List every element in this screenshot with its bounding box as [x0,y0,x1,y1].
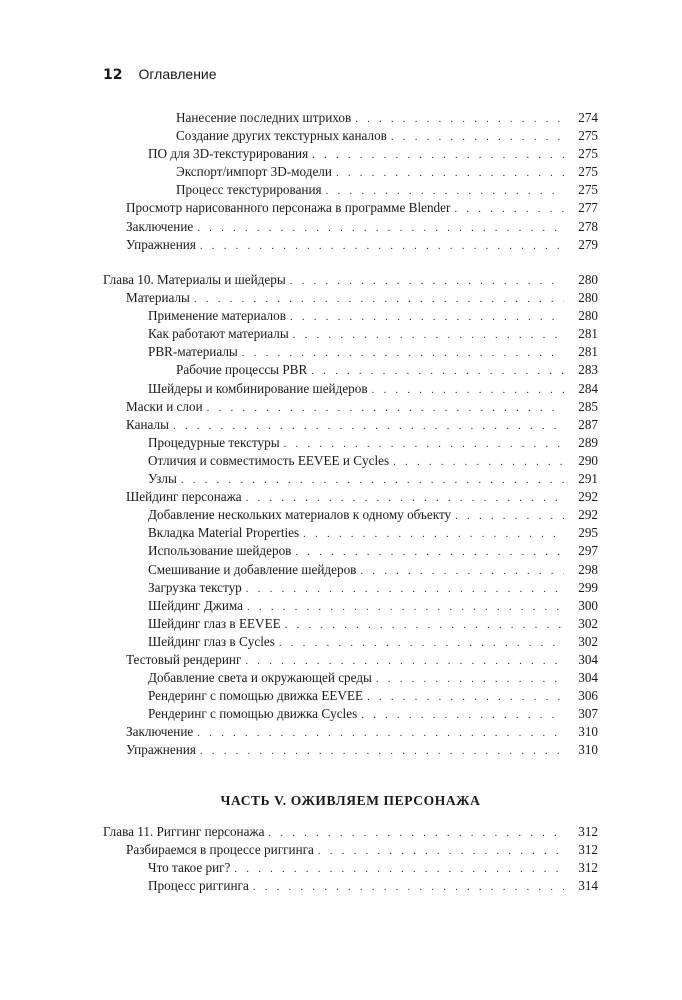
dot-leader [197,219,564,237]
toc-entry-page: 302 [578,615,598,631]
toc-entry-title: Заключение [126,218,194,234]
toc-entry [103,687,598,705]
toc-entry-page: 295 [578,525,598,541]
toc-entry-page: 304 [578,651,598,667]
page-number: 12 [103,67,123,83]
running-head: Оглавление [138,66,217,82]
toc-entry [103,741,598,759]
toc-entry-page: 307 [578,706,598,722]
toc-entry-page: 287 [578,416,598,432]
toc-entry [103,236,598,254]
toc-entry [103,542,598,560]
toc-entry-title: Процесс текстурирования [176,182,322,198]
toc-entry-title: Заключение [126,724,194,740]
dot-leader [391,128,564,146]
dot-leader [197,724,564,742]
dot-leader [173,417,564,435]
toc-entry-title: Просмотр нарисованного персонажа в программе Blender [126,200,451,216]
dot-leader [295,543,564,561]
dot-leader [290,272,564,290]
toc-entry [103,127,598,145]
toc-entry-page: 289 [578,434,598,450]
toc-entry [103,452,598,470]
toc-entry-page: 312 [578,824,598,839]
toc-entry-title: Экспорт/импорт 3D-модели [176,164,332,180]
toc-entry [103,597,598,615]
toc-entry-title: Каналы [126,416,169,432]
dot-leader [181,471,564,489]
toc-entry [103,561,598,579]
dot-leader [290,308,564,326]
page-header [103,66,217,86]
dot-leader [393,453,564,471]
dot-leader [253,878,564,896]
toc-entry-page: 281 [578,344,598,360]
dot-leader [361,706,564,724]
toc-entry [103,579,598,597]
toc-entry [103,218,598,236]
toc-entry-title: Тестовый рендеринг [126,651,242,667]
dot-leader [285,616,564,634]
toc-entry-page: 277 [578,200,598,216]
toc-entry [103,343,598,361]
toc-entry-title: ПО для 3D-текстурирования [148,146,309,162]
toc-entry-page: 306 [578,688,598,704]
dot-leader [355,110,564,128]
dot-leader [246,580,564,598]
toc-entry-page: 297 [578,543,598,559]
toc-entry-title: PBR-материалы [148,344,238,360]
toc-entry [103,199,598,217]
toc-entry [103,524,598,542]
toc-entry [103,615,598,633]
dot-leader [311,362,564,380]
toc-entry [103,633,598,651]
toc-entry [103,307,598,325]
toc-entry-page: 292 [578,489,598,505]
toc-entry-title: Шейдинг глаз в Cycles [148,633,275,649]
toc-entry-title: Рендеринг с помощью движка Cycles [148,706,358,722]
toc-chapter-entry [103,271,598,289]
toc-entry-title: Шейдинг персонажа [126,489,242,505]
toc-entry-page: 274 [578,110,598,125]
dot-leader [200,742,564,760]
toc-entry-page: 299 [578,579,598,595]
toc-entry-title: Шейдинг Джима [148,597,244,613]
toc-entry-title: Глава 10. Материалы и шейдеры [103,272,286,287]
toc-entry [103,398,598,416]
toc-entry-page: 284 [578,380,598,396]
dot-leader [247,598,564,616]
dot-leader [360,562,564,580]
toc-entry [103,416,598,434]
toc-entry [103,705,598,723]
toc-entry-title: Применение материалов [148,308,286,324]
part-heading: ЧАСТЬ V. ОЖИВЛЯЕМ ПЕРСОНАЖА [220,793,481,808]
toc-entry [103,361,598,379]
toc-entry-title: Шейдинг глаз в EEVEE [148,615,281,631]
dot-leader [246,489,564,507]
toc-entry [103,470,598,488]
dot-leader [268,824,564,842]
toc-entry-page: 302 [578,633,598,649]
toc-entry-page: 278 [578,218,598,234]
toc-entry [103,325,598,343]
toc-entry-page: 290 [578,452,598,468]
toc-entry-title: Рендеринг с помощью движка EEVEE [148,688,364,704]
toc-entry [103,841,598,859]
toc-entry-title: Шейдеры и комбинирование шейдеров [148,380,368,396]
toc-entry-page: 275 [578,146,598,162]
toc-entry [103,488,598,506]
toc-entry [103,163,598,181]
toc-entry-page: 280 [578,290,598,306]
dot-leader [372,381,564,399]
toc-entry-title: Загрузка текстур [148,579,242,595]
toc-entry-page: 312 [578,842,598,858]
toc-entry-title: Смешивание и добавление шейдеров [148,561,357,577]
toc-entry [103,506,598,524]
toc-entry [103,723,598,741]
toc-entry-title: Процесс риггинга [148,878,249,894]
toc-entry-title: Добавление света и окружающей среды [148,670,372,686]
toc-entry-page: 280 [578,308,598,324]
dot-leader [245,652,564,670]
toc-entry [103,380,598,398]
toc-entry-title: Узлы [148,471,177,487]
toc-entry [103,859,598,877]
toc-entry-page: 300 [578,597,598,613]
toc-entry-page: 279 [578,236,598,252]
toc-entry-page: 298 [578,561,598,577]
dot-leader [303,525,564,543]
toc-entry-page: 283 [578,362,598,378]
dot-leader [318,842,564,860]
dot-leader [279,634,564,652]
toc-entry [103,651,598,669]
toc-entry-title: Создание других текстурных каналов [176,128,387,144]
toc-entry-page: 275 [578,128,598,144]
toc-entry [103,877,598,895]
toc-entry-page: 291 [578,471,598,487]
dot-leader [367,688,564,706]
toc-entry-page: 281 [578,326,598,342]
toc-entry-title: Процедурные текстуры [148,434,280,450]
dot-leader [336,164,564,182]
toc-entry [103,109,598,127]
toc-entry-page: 304 [578,670,598,686]
toc-entry-page: 314 [578,878,598,894]
toc-entry-title: Маски и слои [126,398,203,414]
toc-entry-title: Разбираемся в процессе риггинга [126,842,314,858]
toc-entry-title: Рабочие процессы PBR [176,362,308,378]
toc-entry-page: 310 [578,724,598,740]
toc-entry-title: Материалы [126,290,190,306]
dot-leader [293,326,564,344]
toc-entry [103,669,598,687]
toc-entry-title: Что такое риг? [148,860,231,876]
toc-entry [103,289,598,307]
toc-entry-title: Добавление нескольких материалов к одному объекту [148,507,452,523]
toc-entry-page: 285 [578,398,598,414]
dot-leader [194,290,564,308]
toc-section-chapter-11 [103,823,598,895]
toc-chapter-entry [103,823,598,841]
dot-leader [376,670,564,688]
dot-leader [234,860,564,878]
dot-leader [284,435,564,453]
toc-entry-page: 312 [578,860,598,876]
toc-section-continuation [103,109,598,254]
dot-leader [207,399,564,417]
toc-entry-page: 275 [578,182,598,198]
toc-entry-title: Упражнения [126,742,196,758]
dot-leader [312,146,564,164]
toc-entry-title: Вкладка Material Properties [148,525,300,541]
toc-entry [103,434,598,452]
toc-entry-page: 280 [578,272,598,287]
toc-entry-title: Глава 11. Риггинг персонажа [103,824,265,839]
toc-entry-title: Отличия и совместимость EEVEE и Cycles [148,452,390,468]
toc-entry-title: Упражнения [126,236,196,252]
dot-leader [455,507,564,525]
toc-entry-title: Как работают материалы [148,326,289,342]
toc-entry-page: 310 [578,742,598,758]
toc-entry-page: 292 [578,507,598,523]
toc-entry-title: Нанесение последних штрихов [176,110,352,125]
dot-leader [242,344,564,362]
toc-entry [103,181,598,199]
dot-leader [200,237,564,255]
toc-section-chapter-10 [103,271,598,760]
dot-leader [454,200,564,218]
dot-leader [326,182,564,200]
toc-entry [103,145,598,163]
toc-entry-title: Использование шейдеров [148,543,292,559]
toc-entry-page: 275 [578,164,598,180]
